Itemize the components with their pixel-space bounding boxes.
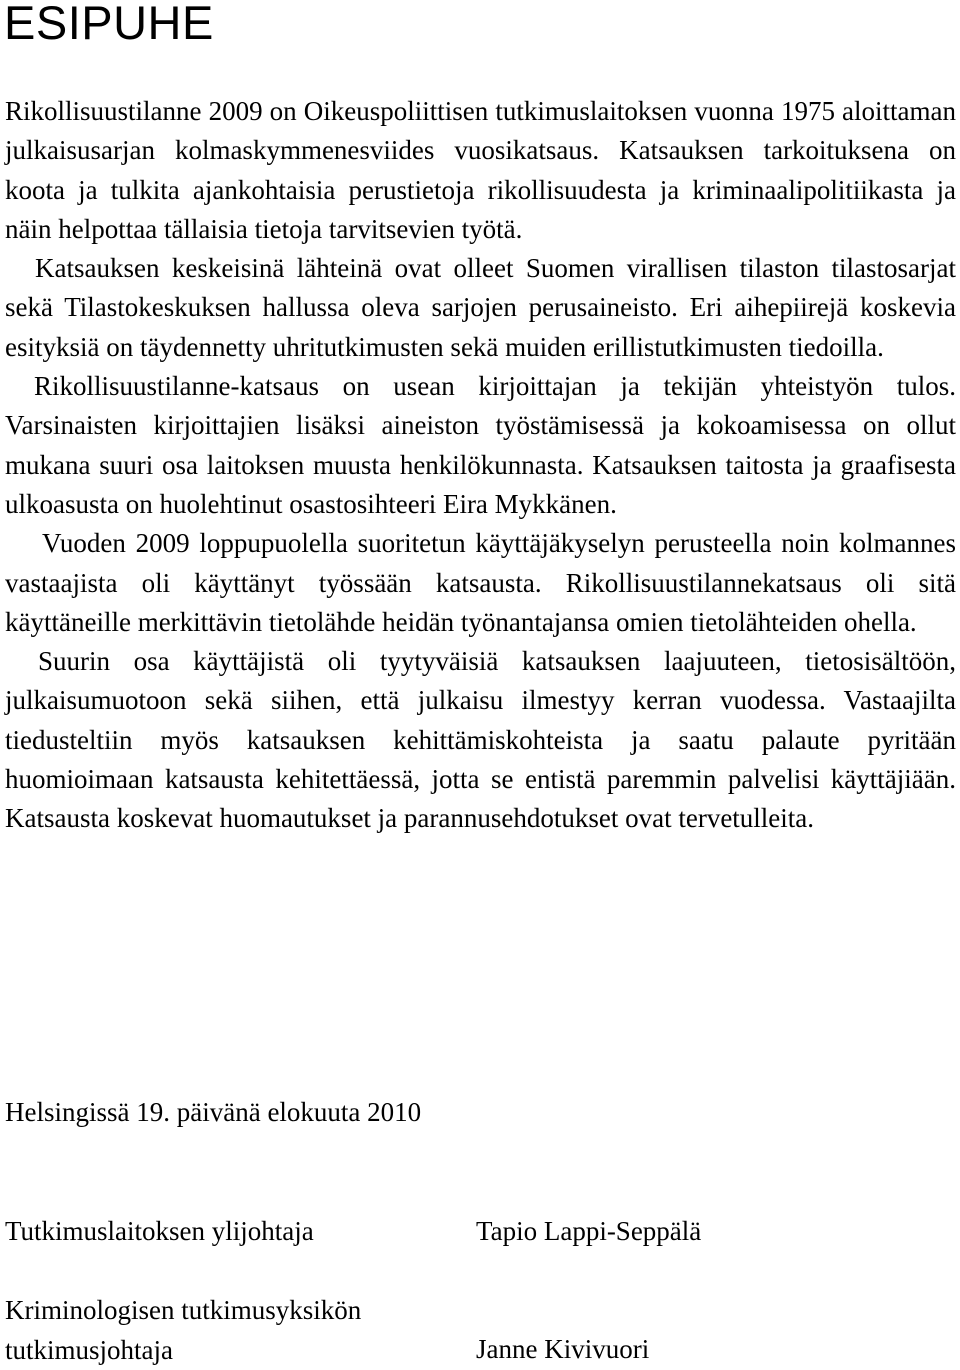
signatory-title [5, 1290, 361, 1370]
preface-body [5, 92, 956, 839]
page-title: ESIPUHE [4, 0, 214, 49]
place-and-date: Helsingissä 19. päivänä elokuuta 2010 [5, 1097, 422, 1127]
paragraph: Vuoden 2009 loppupuolella suoritetun käyttäjäkyselyn perusteella noin kolmannes vastaajista oli käyttänyt työssään katsausta. Rikollisuustilannekatsaus oli sitä käyttäneille merkittävin tietolähde heidän työnantajansa omien tietolähteiden ohella. [5, 528, 956, 637]
signatory-title: Tutkimuslaitoksen ylijohtaja [5, 1216, 314, 1246]
signatory-title-line: Kriminologisen tutkimusyksikön [5, 1295, 362, 1325]
paragraph: Katsauksen keskeisinä lähteinä ovat olleet Suomen virallisen tilaston tilastosarjat sekä Tilastokeskuksen hallussa oleva sarjojen perusaineisto. Eri aihepiirejä koskevia esityksiä on täydennetty uhritutkimusten sekä muiden erillistutkimusten tiedoilla. [5, 253, 956, 362]
signatory-name: Tapio Lappi-Seppälä [476, 1216, 702, 1246]
signatory-name: Janne Kivivuori [476, 1334, 650, 1364]
signatory-title-line: tutkimusjohtaja [5, 1335, 173, 1365]
paragraph: Rikollisuustilanne 2009 on Oikeuspoliittisen tutkimuslaitoksen vuonna 1975 aloittaman julkaisusarjan kolmaskymmenesviides vuosikatsaus. Katsauksen tarkoituksena on koota ja tulkita ajankohtaisia perustietoja rikollisuudesta ja kriminaalipolitiikasta ja näin helpottaa tällaisia tietoja tarvitsevien työtä. [5, 96, 956, 244]
paragraph: Rikollisuustilanne-katsaus on usean kirjoittajan ja tekijän yhteistyön tulos. Varsinaisten kirjoittajien lisäksi aineiston työstämisessä ja kokoamisessa on ollut mukana suuri osa laitoksen muusta henkilökunnasta. Katsauksen taitosta ja graafisesta ulkoasusta on huolehtinut osastosihteeri Eira Mykkänen. [5, 371, 956, 519]
paragraph: Suurin osa käyttäjistä oli tyytyväisiä katsauksen laajuuteen, tietosisältöön, julkaisumuotoon sekä siihen, että julkaisu ilmestyy kerran vuodessa. Vastaajilta tiedusteltiin myös katsauksen kehittämiskohteista ja saatu palaute pyritään huomioimaan katsausta kehitettäessä, jotta se entistä paremmin palvelisi käyttäjiään. Katsausta koskevat huomautukset ja parannusehdotukset ovat tervetulleita. [5, 646, 956, 834]
